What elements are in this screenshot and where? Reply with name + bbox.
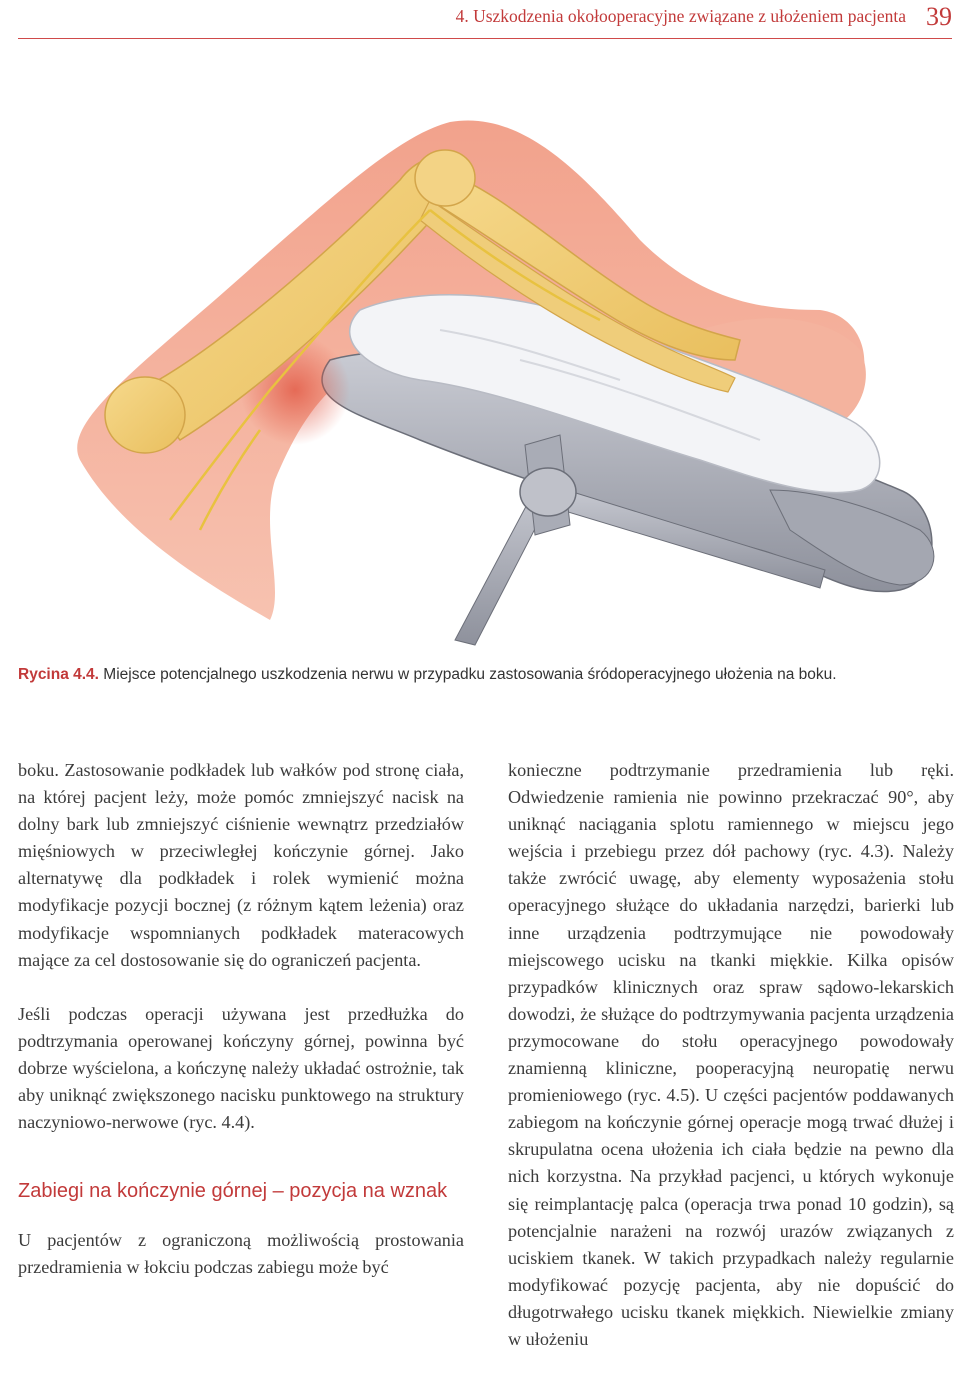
page-number: 39 — [926, 2, 952, 31]
right-column — [508, 757, 954, 1353]
body-paragraph: konieczne podtrzymanie przedramienia lub ręki. Odwiedzenie ramienia nie powinno przekraczać 90°, aby uniknąć naciągania splotu ramiennego w miejscu jego wejścia i przebiegu przez dół pachowy (ryc. 4.3). Należy także zwrócić uwagę, aby elementy wyposażenia stołu operacyjnego służące do układania narzędzi, barierki lub inne urządzenia podtrzymujące nie powodowały miejscowego ucisku na tkanki miękkie. Kilka opisów przypadków klinicznych oraz spraw sądowo-lekarskich dowodzi, że służące do podtrzymywania pacjenta urządzenia przymocowane do stołu operacyjnego powodowały znamienną kliniczne, pooperacyjną neuropatię nerwu promieniowego (ryc. 4.5). U części pacjentów poddawanych zabiegom na kończynie górnej operacje mogą trwać dłużej i skrupulatna ocena ułożenia ich ciała będzie na pewno dla nich korzystna. Na przykład pacjenci, u których wykonuje się reimplantację palca (operacja trwa ponad 10 godzin), są potencjalnie narażeni na rozwój urazów związanych z uciskiem tkanek. W takich przypadkach należy regularnie modyfikować pozycję pacjenta, aby nie dopuścić do długotrwałego ucisku tkanek miękkich. Niewielkie zmiany w ułożeniu — [508, 760, 954, 1349]
header-rule — [18, 38, 952, 39]
section-heading: Zabiegi na kończynie górnej – pozycja na wznak — [18, 1180, 448, 1203]
body-paragraph: U pacjentów z ograniczoną możliwością prostowania przedramienia w łokciu podczas zabiegu może być — [18, 1230, 464, 1278]
left-column — [18, 757, 464, 1281]
body-paragraph: Jeśli podczas operacji używana jest przedłużka do podtrzymania operowanej kończyny górnej, powinna być dobrze wyścielona, a kończynę należy układać ostrożnie, tak aby uniknąć zwiększonego nacisku punktowego na struktury naczyniowo-nerwowe (ryc. 4.4). — [18, 1003, 464, 1133]
figure-caption-text: Miejsce potencjalnego uszkodzenia nerwu w przypadku zastosowania śródoperacyjnego ułożenia na boku. — [99, 666, 837, 683]
figure-caption-label: Rycina 4.4. — [18, 666, 99, 683]
figure-caption — [18, 666, 948, 684]
arm-on-armboard-illustration — [0, 60, 960, 660]
body-paragraph: boku. Zastosowanie podkładek lub wałków pod stronę ciała, na której pacjent leży, może pomóc zmniejszyć nacisk na dolny bark lub zmniejszyć ciśnienie wewnątrz przedziałów mięśniowych w przeciwległej kończynie górnej. Jako alternatywę dla podkładek i rolek wymienić można modyfikacje pozycji bocznej (z różnym kątem leżenia) oraz modyfikacje wspomnianych podkładek materacowych mające za cel dostosowanie się do ograniczeń pacjenta. — [18, 760, 464, 970]
running-title: 4. Uszkodzenia okołooperacyjne związane z ułożeniem pacjenta — [455, 6, 906, 26]
